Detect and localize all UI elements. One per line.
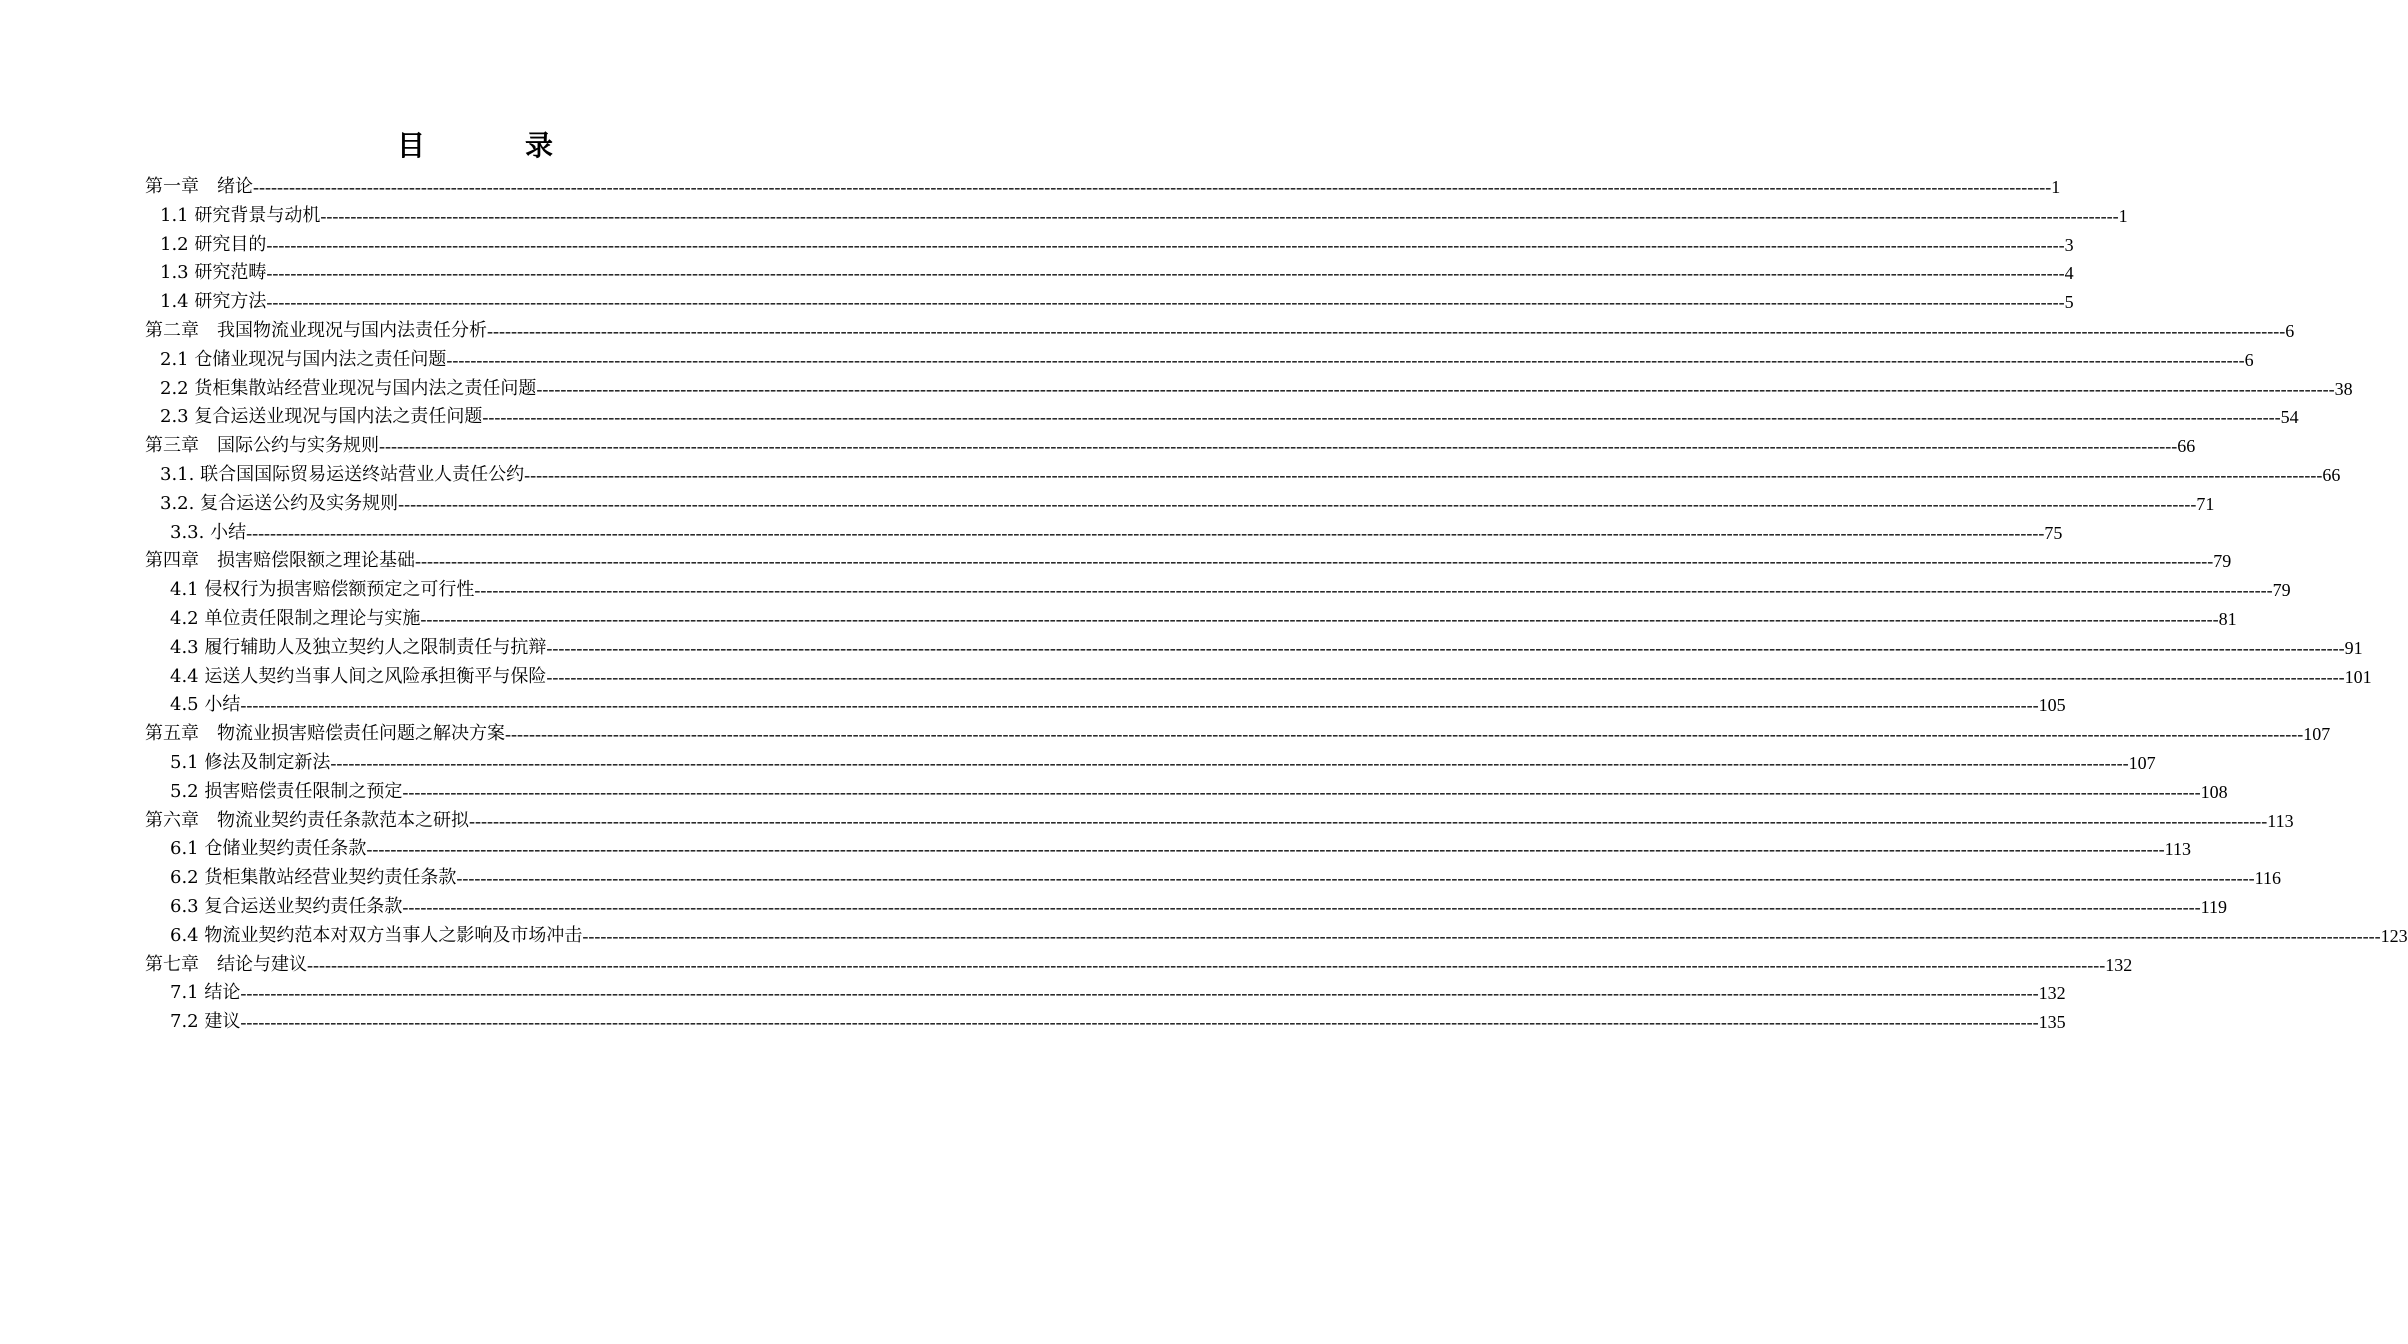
toc-page-number: 54 <box>2280 407 2299 428</box>
toc-page-number: 79 <box>2213 551 2232 572</box>
toc-dot-leader: ------------------------------------------------------------------------------------------------------------------------------------------------------------------------------------------------------------------------------------------------------------------------------------------------------------ <box>546 666 2345 687</box>
toc-entry-label: 3.3. 小结 <box>170 521 247 543</box>
toc-page-number: 119 <box>2200 896 2227 917</box>
toc-dot-leader: ------------------------------------------------------------------------------------------------------------------------------------------------------------------------------------------------------------------------------------------------------------------------------------------------------------ <box>546 637 2345 658</box>
toc-entry-label: 1.3 研究范畴 <box>160 262 267 284</box>
toc-dot-leader: ------------------------------------------------------------------------------------------------------------------------------------------------------------------------------------------------------------------------------------------------------------------------------------------------------------ <box>246 522 2045 543</box>
toc-section-entry[interactable] <box>0 259 2074 288</box>
toc-page-number: 91 <box>2344 637 2363 658</box>
toc-section-entry[interactable] <box>0 749 2156 778</box>
toc-entry-label: 3.1. 联合国国际贸易运送终站营业人责任公约 <box>160 463 525 485</box>
toc-page-number: 81 <box>2218 608 2237 629</box>
toc-entry-label: 4.3 履行辅助人及独立契约人之限制责任与抗辩 <box>170 636 547 658</box>
toc-dot-leader: ------------------------------------------------------------------------------------------------------------------------------------------------------------------------------------------------------------------------------------------------------------------------------------------------------------ <box>482 407 2281 428</box>
toc-page-number: 71 <box>2196 493 2215 514</box>
toc-chapter-entry[interactable] <box>0 432 2196 461</box>
toc-page-number: 6 <box>2285 320 2295 341</box>
toc-chapter-entry[interactable] <box>0 951 2133 980</box>
toc-page-number: 108 <box>2200 781 2228 802</box>
toc-page-number: 113 <box>2267 810 2294 831</box>
toc-page-number: 135 <box>2038 1012 2066 1033</box>
table-of-contents <box>0 173 2408 1037</box>
toc-page-number: 5 <box>2064 292 2074 313</box>
toc-chapter-entry[interactable] <box>0 547 2232 576</box>
toc-dot-leader: ------------------------------------------------------------------------------------------------------------------------------------------------------------------------------------------------------------------------------------------------------------------------------------------------------------ <box>487 320 2286 341</box>
toc-entry-label: 7.1 结论 <box>170 982 241 1004</box>
toc-dot-leader: ------------------------------------------------------------------------------------------------------------------------------------------------------------------------------------------------------------------------------------------------------------------------------------------------------------ <box>456 868 2255 889</box>
toc-section-entry[interactable] <box>0 346 2254 375</box>
toc-section-entry[interactable] <box>0 691 2066 720</box>
toc-dot-leader: ------------------------------------------------------------------------------------------------------------------------------------------------------------------------------------------------------------------------------------------------------------------------------------------------------------ <box>266 263 2065 284</box>
toc-dot-leader: ------------------------------------------------------------------------------------------------------------------------------------------------------------------------------------------------------------------------------------------------------------------------------------------------------------ <box>524 464 2323 485</box>
toc-page-number: 66 <box>2177 436 2196 457</box>
toc-dot-leader: ------------------------------------------------------------------------------------------------------------------------------------------------------------------------------------------------------------------------------------------------------------------------------------------------------------ <box>307 954 2106 975</box>
toc-dot-leader: ------------------------------------------------------------------------------------------------------------------------------------------------------------------------------------------------------------------------------------------------------------------------------------------------------------ <box>420 608 2219 629</box>
toc-dot-leader: ------------------------------------------------------------------------------------------------------------------------------------------------------------------------------------------------------------------------------------------------------------------------------------------------------------ <box>320 205 2119 226</box>
toc-dot-leader: ------------------------------------------------------------------------------------------------------------------------------------------------------------------------------------------------------------------------------------------------------------------------------------------------------------ <box>402 781 2201 802</box>
toc-section-entry[interactable] <box>0 288 2074 317</box>
toc-entry-label: 2.2 货柜集散站经营业现况与国内法之责任问题 <box>160 377 537 399</box>
toc-entry-label: 2.3 复合运送业现况与国内法之责任问题 <box>160 406 483 428</box>
toc-dot-leader: ------------------------------------------------------------------------------------------------------------------------------------------------------------------------------------------------------------------------------------------------------------------------------------------------------------ <box>366 839 2165 860</box>
toc-entry-label: 第三章 国际公约与实务规则 <box>145 435 379 457</box>
toc-section-entry[interactable] <box>0 835 2191 864</box>
toc-dot-leader: ------------------------------------------------------------------------------------------------------------------------------------------------------------------------------------------------------------------------------------------------------------------------------------------------------------ <box>330 752 2129 773</box>
toc-section-entry[interactable] <box>0 864 2281 893</box>
toc-chapter-entry[interactable] <box>0 807 2294 836</box>
toc-page-number: 1 <box>2118 205 2128 226</box>
toc-entry-label: 4.2 单位责任限制之理论与实施 <box>170 607 421 629</box>
toc-entry-label: 6.1 仓储业契约责任条款 <box>170 838 367 860</box>
toc-page-number: 1 <box>2051 177 2061 197</box>
toc-section-entry[interactable] <box>0 893 2227 922</box>
toc-entry-label: 第四章 损害赔偿限额之理论基础 <box>145 550 415 572</box>
toc-dot-leader: ------------------------------------------------------------------------------------------------------------------------------------------------------------------------------------------------------------------------------------------------------------------------------------------------------------ <box>446 349 2245 370</box>
toc-entry-label: 第五章 物流业损害赔偿责任问题之解决方案 <box>145 723 505 745</box>
toc-section-entry[interactable] <box>0 202 2128 231</box>
toc-page-number: 6 <box>2244 349 2254 370</box>
toc-dot-leader: ------------------------------------------------------------------------------------------------------------------------------------------------------------------------------------------------------------------------------------------------------------------------------------------------------------ <box>415 551 2214 572</box>
toc-entry-label: 5.1 修法及制定新法 <box>170 751 331 773</box>
toc-entry-label: 4.4 运送人契约当事人间之风险承担衡平与保险 <box>170 665 547 687</box>
toc-entry-label: 1.2 研究目的 <box>160 233 267 255</box>
toc-page-number: 107 <box>2303 724 2331 745</box>
toc-section-entry[interactable] <box>0 490 2215 519</box>
toc-dot-leader: ------------------------------------------------------------------------------------------------------------------------------------------------------------------------------------------------------------------------------------------------------------------------------------------------------------ <box>240 695 2039 716</box>
toc-entry-label: 1.1 研究背景与动机 <box>160 204 321 226</box>
toc-page-number: 113 <box>2164 839 2191 860</box>
toc-page-number: 75 <box>2044 522 2063 543</box>
toc-section-entry[interactable] <box>0 519 2063 548</box>
page-title: 目 录 <box>396 129 589 162</box>
toc-dot-leader: ------------------------------------------------------------------------------------------------------------------------------------------------------------------------------------------------------------------------------------------------------------------------------------------------------------ <box>240 983 2039 1004</box>
toc-entry-label: 4.5 小结 <box>170 694 241 716</box>
toc-page-number: 38 <box>2334 378 2353 399</box>
toc-entry-label: 第六章 物流业契约责任条款范本之研拟 <box>145 809 469 831</box>
toc-page-number: 123 <box>2380 925 2408 946</box>
toc-page-number: 79 <box>2272 580 2291 601</box>
toc-entry-label: 3.2. 复合运送公约及实务规则 <box>160 492 399 514</box>
toc-page-number: 101 <box>2344 666 2372 687</box>
toc-dot-leader: ------------------------------------------------------------------------------------------------------------------------------------------------------------------------------------------------------------------------------------------------------------------------------------------------------------ <box>536 378 2335 399</box>
toc-dot-leader: ------------------------------------------------------------------------------------------------------------------------------------------------------------------------------------------------------------------------------------------------------------------------------------------------------------ <box>266 234 2065 255</box>
toc-entry-label: 第一章 绪论 <box>145 176 253 197</box>
toc-entry-label: 4.1 侵权行为损害赔偿额预定之可行性 <box>170 579 475 601</box>
toc-section-entry[interactable] <box>0 461 2341 490</box>
toc-section-entry[interactable] <box>0 663 2372 692</box>
toc-dot-leader: ------------------------------------------------------------------------------------------------------------------------------------------------------------------------------------------------------------------------------------------------------------------------------------------------------------ <box>266 292 2065 313</box>
toc-chapter-entry[interactable] <box>0 173 2061 202</box>
toc-page-number: 132 <box>2105 954 2133 975</box>
toc-dot-leader: ------------------------------------------------------------------------------------------------------------------------------------------------------------------------------------------------------------------------------------------------------------------------------------------------------------ <box>398 493 2197 514</box>
toc-section-entry[interactable] <box>0 1008 2066 1037</box>
toc-section-entry[interactable] <box>0 375 2353 404</box>
toc-dot-leader: ------------------------------------------------------------------------------------------------------------------------------------------------------------------------------------------------------------------------------------------------------------------------------------------------------------ <box>402 896 2201 917</box>
toc-page-number: 105 <box>2038 695 2066 716</box>
toc-section-entry[interactable] <box>0 979 2066 1008</box>
toc-dot-leader: ------------------------------------------------------------------------------------------------------------------------------------------------------------------------------------------------------------------------------------------------------------------------------------------------------------ <box>379 436 2178 457</box>
toc-dot-leader: ------------------------------------------------------------------------------------------------------------------------------------------------------------------------------------------------------------------------------------------------------------------------------------------------------------ <box>469 810 2268 831</box>
toc-page-number: 4 <box>2064 263 2074 284</box>
toc-entry-label: 6.4 物流业契约范本对双方当事人之影响及市场冲击 <box>170 924 583 946</box>
toc-section-entry[interactable] <box>0 922 2408 951</box>
toc-section-entry[interactable] <box>0 605 2237 634</box>
toc-entry-label: 2.1 仓储业现况与国内法之责任问题 <box>160 348 447 370</box>
toc-dot-leader: ------------------------------------------------------------------------------------------------------------------------------------------------------------------------------------------------------------------------------------------------------------------------------------------------------------ <box>505 724 2304 745</box>
toc-entry-label: 5.2 损害赔偿责任限制之预定 <box>170 780 403 802</box>
toc-dot-leader: ------------------------------------------------------------------------------------------------------------------------------------------------------------------------------------------------------------------------------------------------------------------------------------------------------------ <box>240 1012 2039 1033</box>
toc-chapter-entry[interactable] <box>0 317 2295 346</box>
toc-page-number: 107 <box>2128 752 2156 773</box>
toc-entry-label: 第二章 我国物流业现况与国内法责任分析 <box>145 319 487 341</box>
toc-entry-label: 7.2 建议 <box>170 1011 241 1033</box>
toc-page-number: 132 <box>2038 983 2066 1004</box>
toc-page-number: 3 <box>2064 234 2074 255</box>
toc-section-entry[interactable] <box>0 403 2299 432</box>
toc-entry-label: 6.3 复合运送业契约责任条款 <box>170 895 403 917</box>
toc-chapter-entry[interactable] <box>0 720 2331 749</box>
toc-dot-leader: ------------------------------------------------------------------------------------------------------------------------------------------------------------------------------------------------------------------------------------------------------------------------------------------------------------ <box>582 925 2381 946</box>
toc-entry-label: 第七章 结论与建议 <box>145 953 307 975</box>
toc-entry-label: 6.2 货柜集散站经营业契约责任条款 <box>170 867 457 889</box>
toc-section-entry[interactable] <box>0 634 2363 663</box>
toc-page-number: 66 <box>2322 464 2341 485</box>
toc-dot-leader: ------------------------------------------------------------------------------------------------------------------------------------------------------------------------------------------------------------------------------------------------------------------------------------------------------------ <box>253 177 2052 197</box>
toc-section-entry[interactable] <box>0 576 2291 605</box>
toc-page-number: 116 <box>2254 868 2281 889</box>
toc-dot-leader: ------------------------------------------------------------------------------------------------------------------------------------------------------------------------------------------------------------------------------------------------------------------------------------------------------------ <box>474 580 2273 601</box>
toc-section-entry[interactable] <box>0 778 2228 807</box>
toc-entry-label: 1.4 研究方法 <box>160 291 267 313</box>
toc-section-entry[interactable] <box>0 231 2074 260</box>
